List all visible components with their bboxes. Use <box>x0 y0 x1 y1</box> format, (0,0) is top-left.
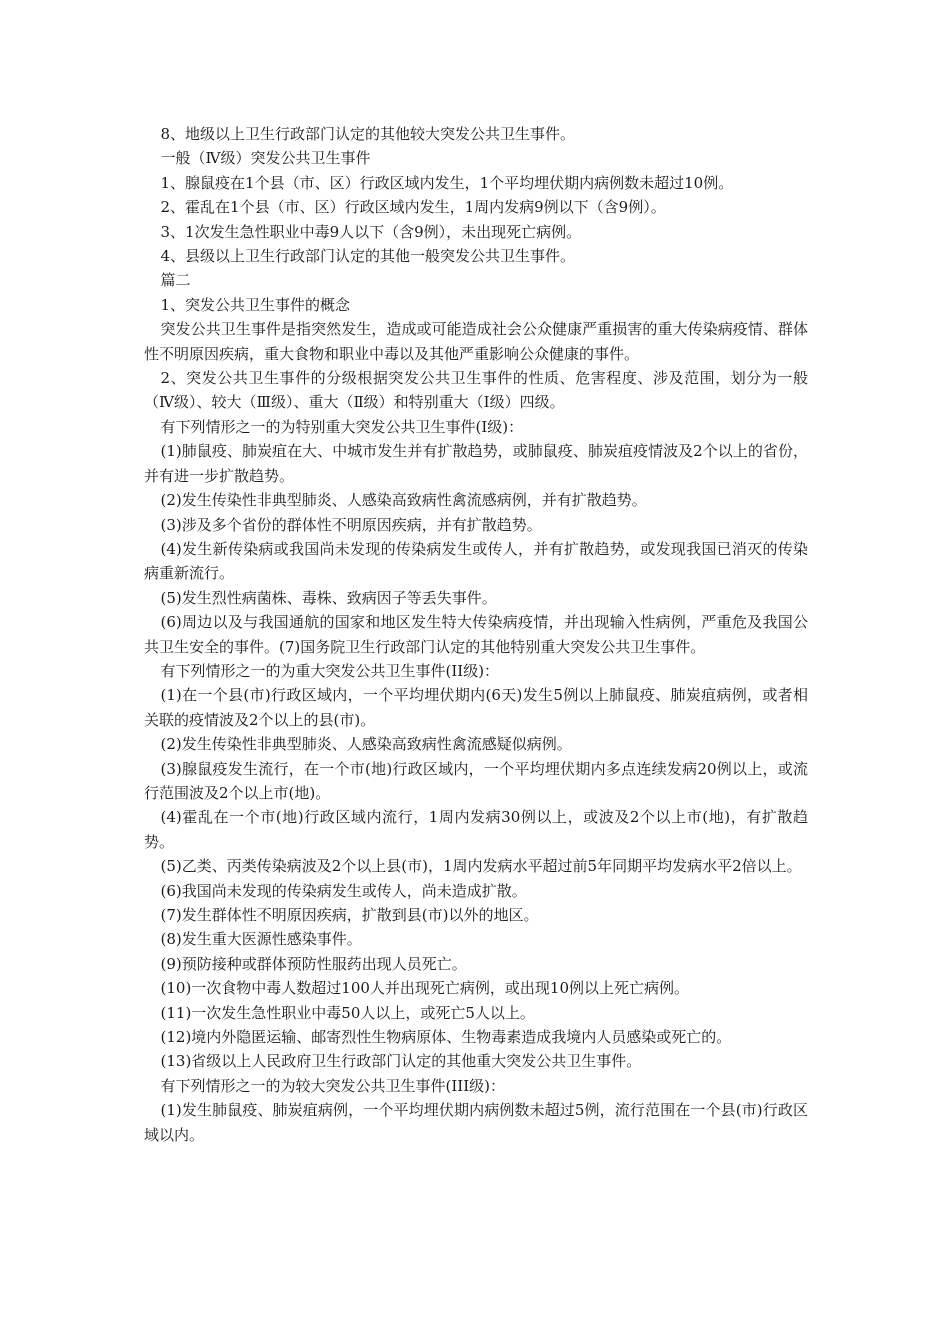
paragraph: 8、地级以上卫生行政部门认定的其他较大突发公共卫生事件。 <box>160 125 576 143</box>
paragraph: (5)发生烈性病菌株、毒株、致病因子等丢失事件。 <box>160 588 497 607</box>
paragraph: (6)我国尚未发现的传染病发生或传人，尚未造成扩散。 <box>160 881 527 900</box>
paragraph: 有下列情形之一的为特别重大突发公共卫生事件(Ⅰ级)： <box>160 417 524 436</box>
paragraph: (9)预防接种或群体预防性服药出现人员死亡。 <box>160 954 467 973</box>
paragraph: (10)一次食物中毒人数超过100人并出现死亡病例，或出现10例以上死亡病例。 <box>160 979 690 998</box>
paragraph: 突发公共卫生事件是指突然发生，造成或可能造成社会公众健康严重损害的重大传染病疫情、群体性不明原因疾病，重大食物和职业中毒以及其他严重影响公众健康的事件。 <box>144 320 808 363</box>
paragraph: (1)在一个县(市)行政区域内，一个平均埋伏期内(6天)发生5例以上肺鼠疫、肺炭疽病例，或者相关联的疫情波及2个以上的县(市)。 <box>144 686 808 729</box>
paragraph: (3)腺鼠疫发生流行，在一个市(地)行政区域内，一个平均埋伏期内多点连续发病20例以上，或流行范围波及2个以上市(地)。 <box>144 759 808 802</box>
paragraph: 篇二 <box>160 271 191 290</box>
paragraph: (7)发生群体性不明原因疾病，扩散到县(市)以外的地区。 <box>160 906 539 924</box>
paragraph: 3、1次发生急性职业中毒9人以下（含9例），未出现死亡病例。 <box>160 222 582 241</box>
paragraph: (3)涉及多个省份的群体性不明原因疾病，并有扩散趋势。 <box>160 515 542 534</box>
paragraph: 1、腺鼠疫在1个县（市、区）行政区域内发生，1个平均埋伏期内病例数未超过10例。 <box>160 173 734 192</box>
paragraph: (4)霍乱在一个市(地)行政区域内流行，1周内发病30例以上，或波及2个以上市(地)，有扩散趋势。 <box>144 808 808 851</box>
paragraph: 有下列情形之一的为较大突发公共卫生事件(III级)： <box>160 1076 505 1095</box>
paragraph: (2)发生传染性非典型肺炎、人感染高致病性禽流感病例，并有扩散趋势。 <box>160 491 647 510</box>
paragraph: (11)一次发生急性职业中毒50人以上，或死亡5人以上。 <box>160 1003 535 1022</box>
paragraph: 4、县级以上卫生行政部门认定的其他一般突发公共卫生事件。 <box>160 247 576 266</box>
paragraph: 一般（Ⅳ级）突发公共卫生事件 <box>160 149 371 168</box>
paragraph: (6)周边以及与我国通航的国家和地区发生特大传染病疫情，并出现输入性病例，严重危及我国公共卫生安全的事件。(7)国务院卫生行政部门认定的其他特别重大突发公共卫生事件。 <box>144 613 808 656</box>
paragraph: 有下列情形之一的为重大突发公共卫生事件(II级)： <box>160 661 500 680</box>
paragraph: (12)境内外隐匿运输、邮寄烈性生物病原体、生物毒素造成我境内人员感染或死亡的。 <box>160 1028 732 1047</box>
paragraph: (13)省级以上人民政府卫生行政部门认定的其他重大突发公共卫生事件。 <box>160 1052 642 1071</box>
paragraph: 1、突发公共卫生事件的概念 <box>160 295 351 314</box>
document-body <box>144 122 808 1147</box>
paragraph: (4)发生新传染病或我国尚未发现的传染病发生或传人，并有扩散趋势，或发现我国已消灭的传染病重新流行。 <box>144 539 808 583</box>
paragraph: (2)发生传染性非典型肺炎、人感染高致病性禽流感疑似病例。 <box>160 735 572 754</box>
paragraph: (5)乙类、丙类传染病波及2个以上县(市)，1周内发病水平超过前5年同期平均发病水平2倍以上。 <box>160 857 802 876</box>
paragraph: 2、突发公共卫生事件的分级根据突发公共卫生事件的性质、危害程度、涉及范围，划分为一般（Ⅳ级）、较大（Ⅲ级）、重大（Ⅱ级）和特别重大（Ⅰ级）四级。 <box>144 369 808 412</box>
paragraph: (1)肺鼠疫、肺炭疽在大、中城市发生并有扩散趋势，或肺鼠疫、肺炭疽疫情波及2个以上的省份，并有进一步扩散趋势。 <box>144 442 808 485</box>
paragraph: 2、霍乱在1个县（市、区）行政区域内发生，1周内发病9例以下（含9例）。 <box>160 198 666 217</box>
paragraph: (1)发生肺鼠疫、肺炭疽病例，一个平均埋伏期内病例数未超过5例，流行范围在一个县(市)行政区域以内。 <box>144 1101 808 1144</box>
paragraph: (8)发生重大医源性感染事件。 <box>160 930 362 949</box>
